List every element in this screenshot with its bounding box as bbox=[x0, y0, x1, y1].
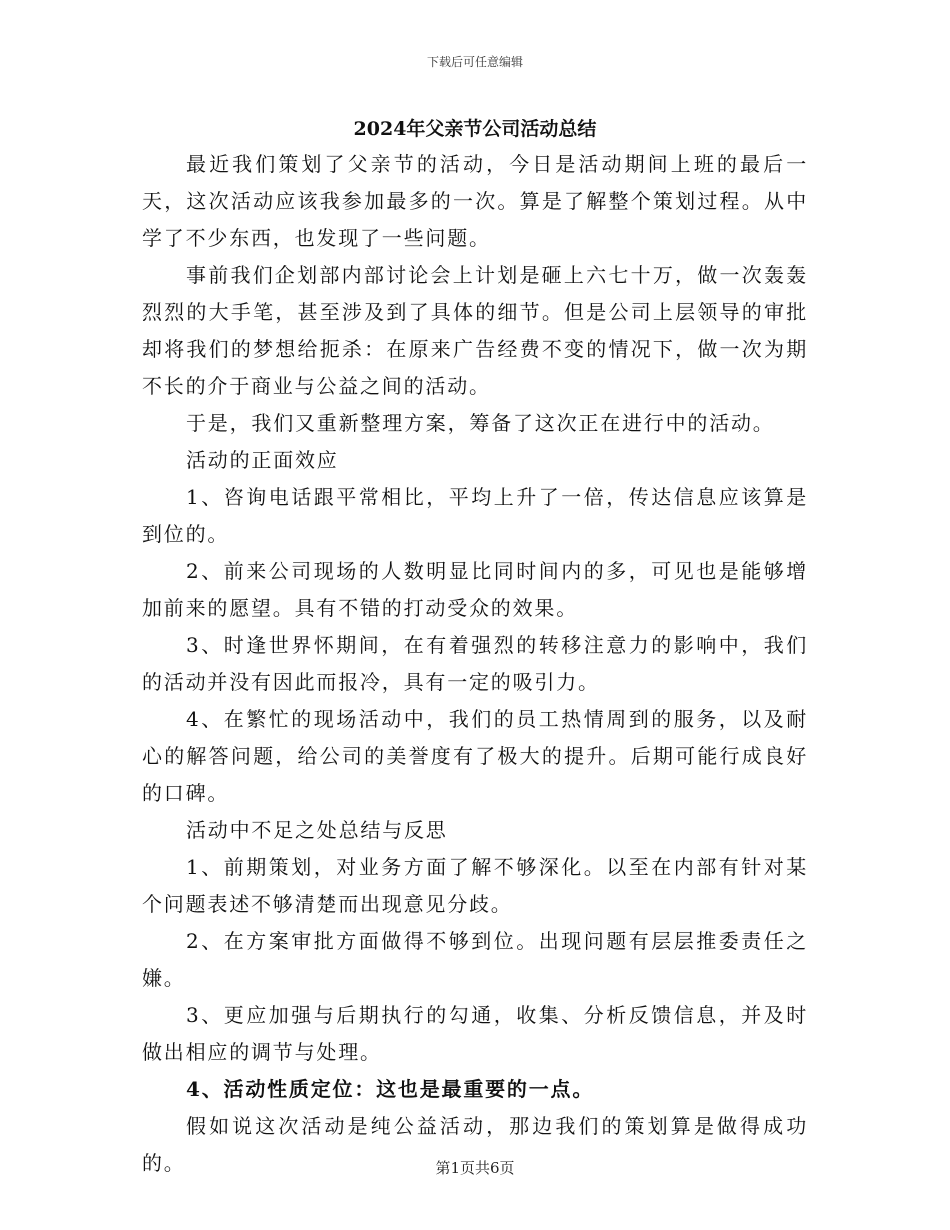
page-number: 第1页共6页 bbox=[435, 1159, 515, 1177]
paragraph-rework: 于是，我们又重新整理方案，筹备了这次正在进行中的活动。 bbox=[186, 411, 775, 435]
list-item-shortcoming-3: 3、更应加强与后期执行的勾通，收集、分析反馈信息，并及时做出相应的调节与处理。 bbox=[142, 1003, 808, 1064]
document-title: 2024年父亲节公司活动总结 bbox=[353, 118, 597, 140]
list-item-shortcoming-1: 1、前期策划，对业务方面了解不够深化。以至在内部有针对某个问题表述不够清楚而出现意见分歧。 bbox=[142, 855, 808, 916]
section-heading-shortcomings: 活动中不足之处总结与反思 bbox=[186, 818, 448, 842]
list-item-positive-4: 4、在繁忙的现场活动中，我们的员工热情周到的服务，以及耐心的解答问题，给公司的美誉度有了极大的提升。后期可能行成良好的口碑。 bbox=[142, 707, 808, 805]
paragraph-plan: 事前我们企划部内部讨论会上计划是砸上六七十万，做一次轰轰烈烈的大手笔，甚至涉及到了具体的细节。但是公司上层领导的审批却将我们的梦想给扼杀：在原来广告经费不变的情况下，做一次为期不长的介于商业与公益之间的活动。 bbox=[142, 263, 808, 398]
list-item-positive-1: 1、咨询电话跟平常相比，平均上升了一倍，传达信息应该算是到位的。 bbox=[142, 485, 808, 546]
paragraph-conclusion: 假如说这次活动是纯公益活动，那边我们的策划算是做得成功的。 bbox=[142, 1114, 808, 1175]
list-item-positive-2: 2、前来公司现场的人数明显比同时间内的多，可见也是能够增加前来的愿望。具有不错的打动受众的效果。 bbox=[142, 559, 808, 620]
list-item-shortcoming-4: 4、活动性质定位：这也是最重要的一点。 bbox=[186, 1077, 595, 1101]
section-heading-positive: 活动的正面效应 bbox=[186, 448, 339, 472]
list-item-positive-3: 3、时逢世界怀期间，在有着强烈的转移注意力的影响中，我们的活动并没有因此而报冷，具有一定的吸引力。 bbox=[142, 633, 808, 694]
paragraph-intro: 最近我们策划了父亲节的活动，今日是活动期间上班的最后一天，这次活动应该我参加最多的一次。算是了解整个策划过程。从中学了不少东西，也发现了一些问题。 bbox=[142, 152, 808, 250]
list-item-shortcoming-2: 2、在方案审批方面做得不够到位。出现问题有层层推委责任之嫌。 bbox=[142, 929, 808, 990]
document-body bbox=[142, 146, 808, 1182]
header-note: 下载后可任意编辑 bbox=[426, 55, 523, 69]
